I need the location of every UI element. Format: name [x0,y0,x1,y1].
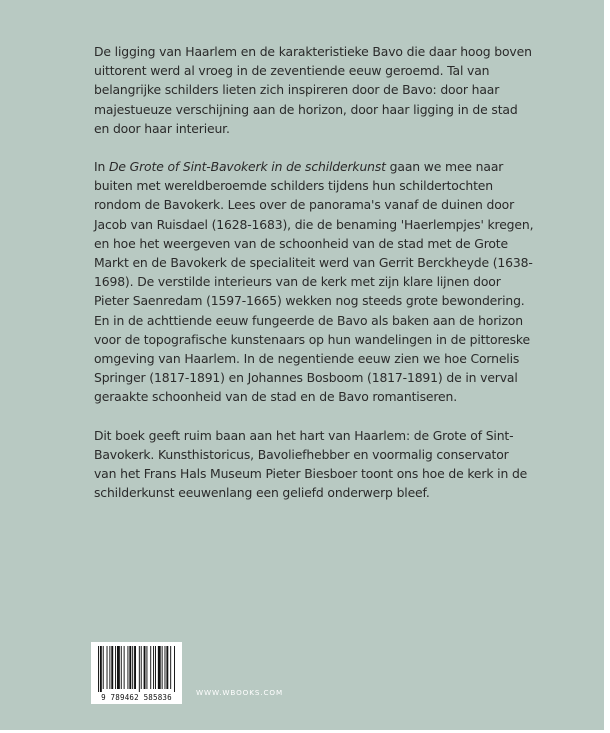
barcode-bar [103,646,104,689]
barcode-bar [162,646,163,689]
barcode-bar [127,646,128,689]
paragraph-closing: Dit boek geeft ruim baan aan het hart van Haarlem: de Grote of Sint-Bavokerk. Kunsthistoricus, Bavoliefhebber en voormalig conservator van het Frans Hals Museum Pieter Biesboer toont ons hoe de kerk in de schilderkunst eeuwenlang een geliefd onderwerp bleef. [94,427,528,501]
barcode-bar [109,646,110,689]
barcode-bar [165,646,166,689]
barcode-bar [134,646,136,689]
barcode-bar [121,646,122,689]
barcode-bar [111,646,113,689]
paragraph-intro: De ligging van Haarlem en de karakteristieke Bavo die daar hoog boven uittorent werd al vroeg in de zeventiende eeuw geroemd. Tal van belangrijke schilders lieten zich inspireren door de Bavo: door haar majestueuze verschijning aan de horizon, door haar ligging in de stad en door haar interieur. [94,44,532,136]
barcode [91,642,182,704]
paragraph-main [94,157,534,407]
blurb-text [94,42,534,521]
paragraph-main-body: gaan we mee naar buiten met wereldberoemde schilders tijdens hun schildertochten rondom de Bavokerk. Lees over de panorama's vanaf de duinen door Jacob van Ruisdael (1628-1683), die de benaming 'Haerlempjes' kregen, en hoe het weergeven van de schoonheid van de stad met de Grote Markt en de Bavokerk de specialiteit werd van Gerrit Berckheyde (1638-1698). De verstilde interieurs van de kerk met zijn klare lijnen door Pieter Saenredam (1597-1665) wekken nog steeds grote bewondering. En in de achttiende eeuw fungeerde de Bavo als baken aan de horizon voor de topografische kunstenaars op hun wandelingen in de pittoreske omgeving van Haarlem. In de negentiende eeuw zien we hoe Cornelis Springer (1817-1891) en Johannes Bosboom (1817-1891) de in verval geraakte schoonheid van de stad en de Bavo romantiseren. [94,159,534,405]
barcode-bar [132,646,133,689]
barcode-bar [146,646,147,689]
barcode-bar [174,646,175,692]
barcode-digits: 9 789462 585836 [101,693,172,702]
barcode-bar [100,646,102,692]
publisher-website: WWW.WBOOKS.COM [196,688,284,697]
book-title-italic: De Grote of Sint-Bavokerk in de schilderkunst [109,159,386,175]
barcode-bars [91,642,182,694]
barcode-bar [117,646,120,689]
barcode-bar [98,646,99,692]
barcode-bar [155,646,156,689]
barcode-bar [107,646,108,689]
barcode-bar [129,646,131,689]
barcode-bar [170,646,171,689]
barcode-bar [144,646,146,689]
barcode-bar [158,646,161,689]
paragraph-main-prefix: In [94,159,109,175]
barcode-bar [115,646,116,689]
barcode-bar [139,646,140,692]
barcode-bar [166,646,168,689]
barcode-bar [124,646,125,689]
barcode-bar [153,646,154,689]
barcode-bar [150,646,151,689]
barcode-bar [141,646,142,689]
